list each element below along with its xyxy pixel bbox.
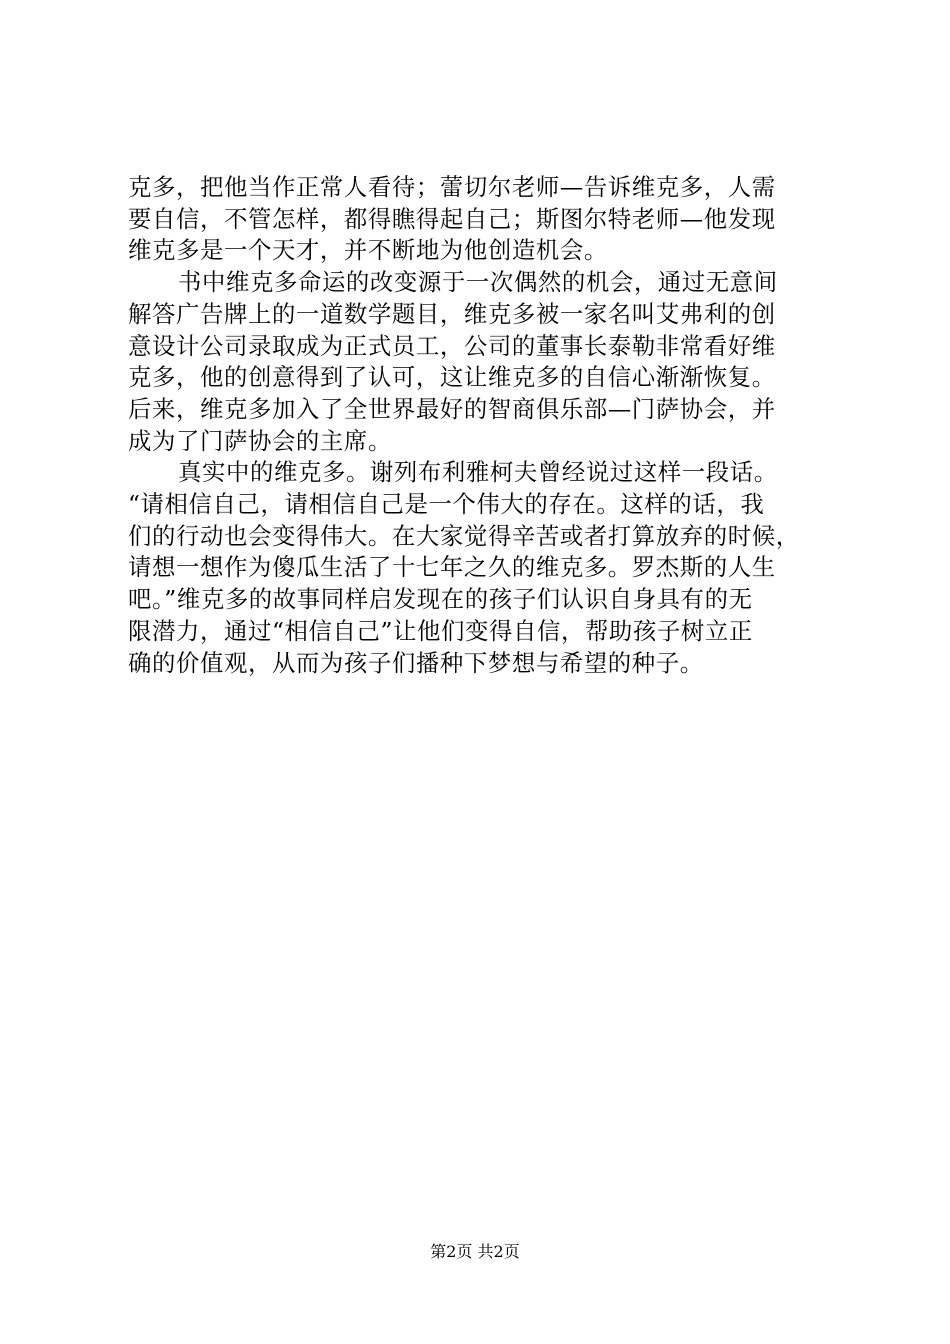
text-line: 们的行动也会变得伟大。在大家觉得辛苦或者打算放弃的时候， [128,521,800,550]
paragraph-first-line: 真实中的维克多。谢列布利雅柯夫曾经说过这样一段话。 [178,458,778,487]
page-footer: 第2页 共2页 [430,1242,520,1261]
text-line: 后来，维克多加入了全世界最好的智商俱乐部—门萨协会，并 [128,394,776,423]
text-line: 请想一想作为傻瓜生活了十七年之久的维克多。罗杰斯的人生 [128,553,776,582]
text-line: 确的价值观，从而为孩子们播种下梦想与希望的种子。 [128,648,704,677]
text-line: 克多，他的创意得到了认可，这让维克多的自信心渐渐恢复。 [128,363,776,392]
text-line: 吧。”维克多的故事同样启发现在的孩子们认识自身具有的无 [128,585,753,614]
text-line: 维克多是一个天才，并不断地为他创造机会。 [128,236,608,265]
text-line: “请相信自己，请相信自己是一个伟大的存在。这样的话，我 [128,490,765,519]
text-line: 成为了门萨协会的主席。 [128,426,392,455]
text-line: 意设计公司录取成为正式员工，公司的董事长泰勒非常看好维 [128,331,776,360]
text-line: 限潜力，通过“相信自己”让他们变得自信，帮助孩子树立正 [128,616,753,645]
paragraph-first-line: 书中维克多命运的改变源于一次偶然的机会，通过无意间 [178,268,778,297]
text-line: 克多，把他当作正常人看待；蕾切尔老师—告诉维克多，人需 [128,173,776,201]
text-line: 要自信，不管怎样，都得瞧得起自己；斯图尔特老师—他发现 [128,204,776,233]
document-body [128,172,830,679]
text-line: 解答广告牌上的一道数学题目，维克多被一家名叫艾弗利的创 [128,299,776,328]
